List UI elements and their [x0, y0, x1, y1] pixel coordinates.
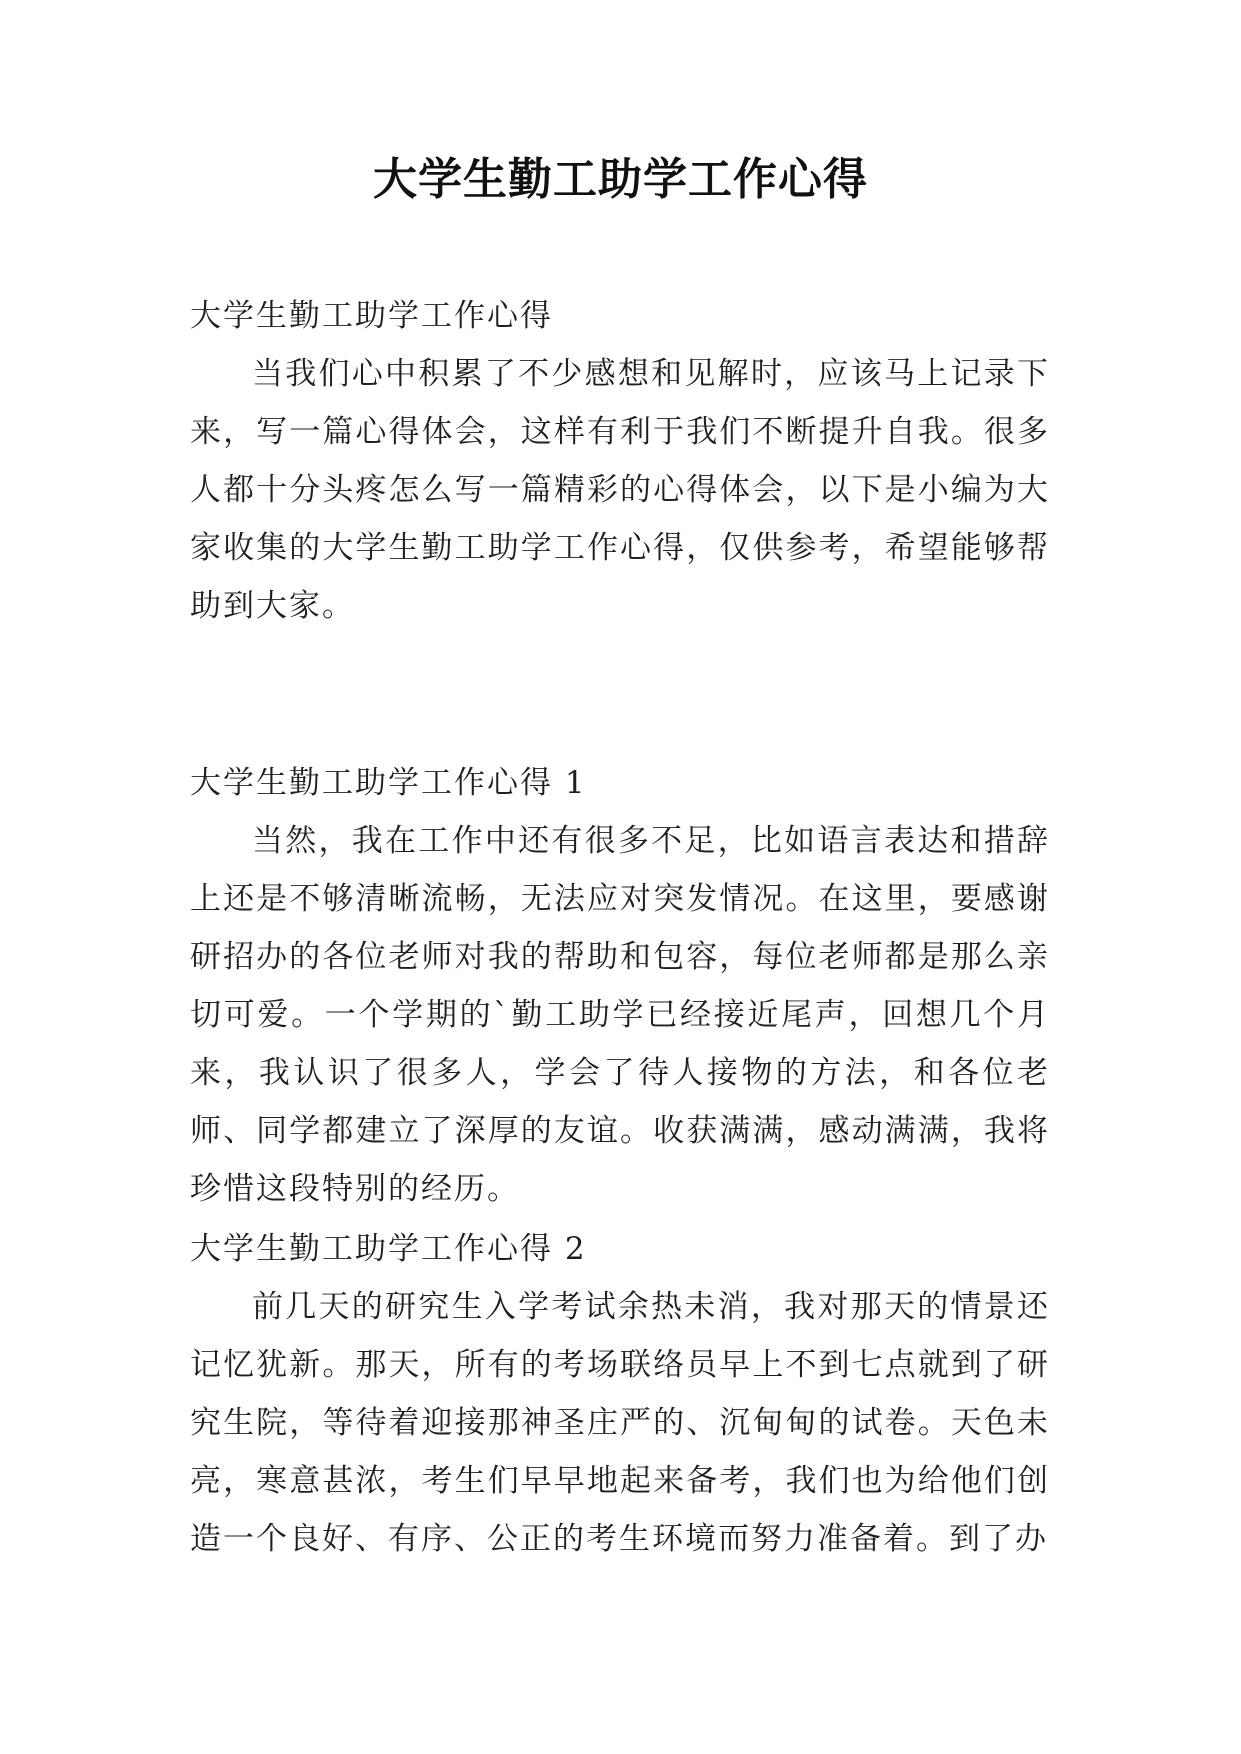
section-1: [190, 754, 1050, 1218]
section-1-paragraph: 当然，我在工作中还有很多不足，比如语言表达和措辞上还是不够清晰流畅，无法应对突发情况。在这里，要感谢研招办的各位老师对我的帮助和包容，每位老师都是那么亲切可爱。一个学期的`勤工助学已经接近尾声，回想几个月来，我认识了很多人，学会了待人接物的方法，和各位老师、同学都建立了深厚的友谊。收获满满，感动满满，我将珍惜这段特别的经历。: [190, 823, 1050, 1207]
document-title: 大学生勤工助学工作心得: [373, 154, 868, 205]
section-2: [190, 1220, 1050, 1568]
intro-paragraph: 当我们心中积累了不少感想和见解时，应该马上记录下来，写一篇心得体会，这样有利于我们不断提升自我。很多人都十分头疼怎么写一篇精彩的心得体会，以下是小编为大家收集的大学生勤工助学工作心得，仅供参考，希望能够帮助到大家。: [190, 356, 1050, 624]
section-2-paragraph: 前几天的研究生入学考试余热未消，我对那天的情景还记忆犹新。那天，所有的考场联络员早上不到七点就到了研究生院，等待着迎接那神圣庄严的、沉甸甸的试卷。天色未亮，寒意甚浓，考生们早早地起来备考，我们也为给他们创造一个良好、有序、公正的考生环境而努力准备着。到了办: [190, 1289, 1050, 1557]
intro-section: [190, 287, 1050, 635]
section-2-heading: 大学生勤工助学工作心得 2: [190, 1231, 587, 1267]
section-1-heading: 大学生勤工助学工作心得 1: [190, 765, 587, 801]
intro-heading: 大学生勤工助学工作心得: [190, 298, 553, 334]
